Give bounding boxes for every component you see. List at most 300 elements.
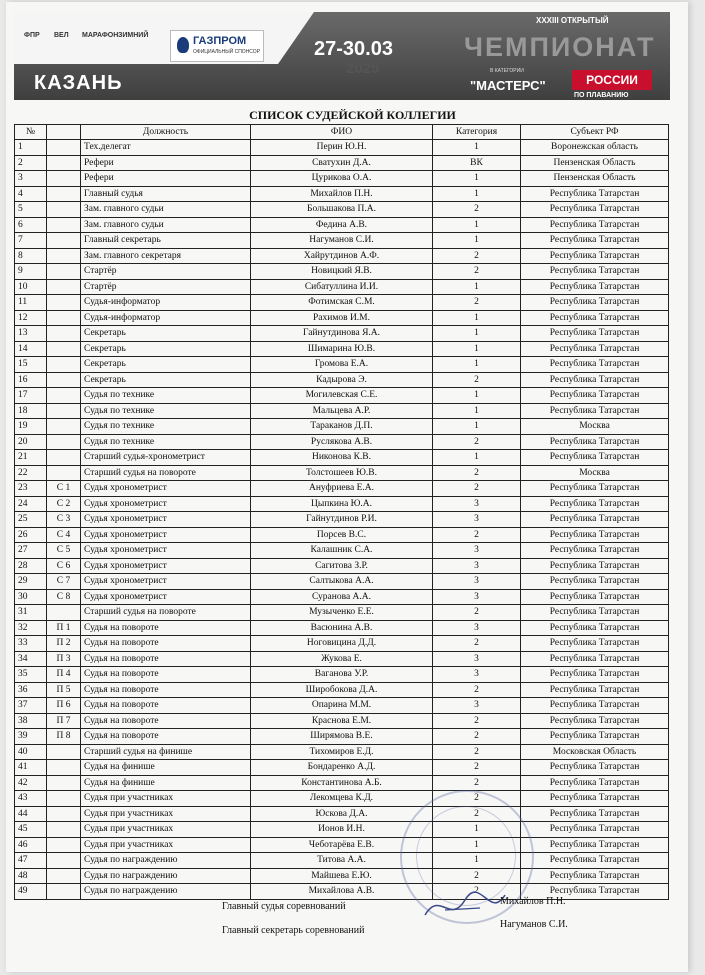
cell-category: 2 <box>433 806 521 822</box>
cell-position: Судья по технике <box>81 388 251 404</box>
cell-region: Республика Татарстан <box>521 729 669 745</box>
cell-name: Гайнутдинов Р.И. <box>251 512 433 528</box>
cell-num: 37 <box>15 698 47 714</box>
cell-position: Секретарь <box>81 357 251 373</box>
cell-name: Михайлов П.Н. <box>251 186 433 202</box>
table-row <box>15 248 669 264</box>
cell-lane: П 7 <box>47 713 81 729</box>
cell-lane <box>47 760 81 776</box>
cell-name: Ионов И.Н. <box>251 822 433 838</box>
cell-num: 33 <box>15 636 47 652</box>
header-position: Должность <box>81 125 251 140</box>
event-masters: "МАСТЕРС" <box>470 78 546 93</box>
cell-num: 32 <box>15 620 47 636</box>
cell-category: 2 <box>433 527 521 543</box>
cell-num: 34 <box>15 651 47 667</box>
cell-name: Музыченко Е.Е. <box>251 605 433 621</box>
table-row <box>15 403 669 419</box>
cell-position: Судья хронометрист <box>81 589 251 605</box>
cell-region: Республика Татарстан <box>521 822 669 838</box>
cell-lane <box>47 140 81 156</box>
cell-lane <box>47 310 81 326</box>
cell-category: 2 <box>433 791 521 807</box>
cell-name: Широбокова Д.А. <box>251 682 433 698</box>
cell-category: 2 <box>433 729 521 745</box>
cell-lane: П 8 <box>47 729 81 745</box>
cell-num: 5 <box>15 202 47 218</box>
cell-num: 30 <box>15 589 47 605</box>
cell-region: Республика Татарстан <box>521 884 669 900</box>
cell-position: Судья на повороте <box>81 667 251 683</box>
cell-num: 43 <box>15 791 47 807</box>
table-row <box>15 496 669 512</box>
cell-category: 3 <box>433 620 521 636</box>
table-row <box>15 310 669 326</box>
cell-category: 1 <box>433 279 521 295</box>
cell-category: 1 <box>433 419 521 435</box>
cell-num: 23 <box>15 481 47 497</box>
cell-name: Перин Ю.Н. <box>251 140 433 156</box>
cell-region: Республика Татарстан <box>521 636 669 652</box>
cell-name: Михайлова А.В. <box>251 884 433 900</box>
cell-region: Республика Татарстан <box>521 217 669 233</box>
cell-name: Салтыкова А.А. <box>251 574 433 590</box>
cell-lane: С 5 <box>47 543 81 559</box>
cell-region: Республика Татарстан <box>521 279 669 295</box>
cell-region: Республика Татарстан <box>521 450 669 466</box>
cell-lane <box>47 450 81 466</box>
table-row <box>15 605 669 621</box>
header-region: Субъект РФ <box>521 125 669 140</box>
cell-num: 25 <box>15 512 47 528</box>
table-row <box>15 186 669 202</box>
cell-num: 15 <box>15 357 47 373</box>
cell-lane: С 7 <box>47 574 81 590</box>
cell-category: 1 <box>433 403 521 419</box>
cell-category: 2 <box>433 868 521 884</box>
cell-lane <box>47 248 81 264</box>
chief-judge-label: Главный судья соревнований <box>222 901 346 912</box>
cell-num: 16 <box>15 372 47 388</box>
cell-position: Судья при участниках <box>81 791 251 807</box>
cell-lane: П 2 <box>47 636 81 652</box>
cell-name: Хайрутдинов А.Ф. <box>251 248 433 264</box>
sponsor-name: ГАЗПРОМ <box>193 35 247 47</box>
cell-lane <box>47 419 81 435</box>
cell-position: Главный судья <box>81 186 251 202</box>
table-row <box>15 202 669 218</box>
table-row <box>15 822 669 838</box>
cell-position: Судья-информатор <box>81 295 251 311</box>
cell-region: Республика Татарстан <box>521 806 669 822</box>
table-row <box>15 372 669 388</box>
cell-num: 42 <box>15 775 47 791</box>
table-row <box>15 760 669 776</box>
cell-num: 27 <box>15 543 47 559</box>
cell-lane: С 6 <box>47 558 81 574</box>
table-row <box>15 791 669 807</box>
cell-category: 1 <box>433 171 521 187</box>
table-row <box>15 744 669 760</box>
cell-category: 1 <box>433 388 521 404</box>
cell-lane <box>47 605 81 621</box>
cell-position: Рефери <box>81 155 251 171</box>
cell-region: Республика Татарстан <box>521 589 669 605</box>
cell-lane <box>47 837 81 853</box>
cell-position: Зам. главного секретаря <box>81 248 251 264</box>
cell-position: Судья при участниках <box>81 837 251 853</box>
cell-lane <box>47 434 81 450</box>
cell-lane <box>47 233 81 249</box>
cell-name: Титова А.А. <box>251 853 433 869</box>
event-year: 2025 <box>346 60 380 77</box>
sponsor-logo <box>170 30 264 62</box>
cell-num: 20 <box>15 434 47 450</box>
cell-lane <box>47 791 81 807</box>
cell-category: 2 <box>433 713 521 729</box>
table-row <box>15 434 669 450</box>
cell-name: Жукова Е. <box>251 651 433 667</box>
cell-region: Республика Татарстан <box>521 403 669 419</box>
cell-name: Фотимская С.М. <box>251 295 433 311</box>
document-title: СПИСОК СУДЕЙСКОЙ КОЛЛЕГИИ <box>249 108 456 122</box>
table-row <box>15 233 669 249</box>
cell-num: 18 <box>15 403 47 419</box>
cell-region: Республика Татарстан <box>521 558 669 574</box>
cell-name: Тихомиров Е.Д. <box>251 744 433 760</box>
cell-region: Республика Татарстан <box>521 574 669 590</box>
cell-region: Республика Татарстан <box>521 357 669 373</box>
cell-region: Республика Татарстан <box>521 233 669 249</box>
table-header-row <box>15 125 669 140</box>
cell-name: Могилевская С.Е. <box>251 388 433 404</box>
cell-category: 1 <box>433 357 521 373</box>
cell-lane: П 4 <box>47 667 81 683</box>
header-name: ФИО <box>251 125 433 140</box>
event-banner <box>14 12 670 100</box>
cell-num: 22 <box>15 465 47 481</box>
cell-lane <box>47 155 81 171</box>
cell-num: 19 <box>15 419 47 435</box>
cell-category: 2 <box>433 465 521 481</box>
cell-num: 47 <box>15 853 47 869</box>
partner-logo-2: ВЕЛ <box>54 32 69 39</box>
cell-category: 1 <box>433 310 521 326</box>
table-row <box>15 341 669 357</box>
cell-category: 2 <box>433 248 521 264</box>
table-row <box>15 698 669 714</box>
cell-region: Республика Татарстан <box>521 868 669 884</box>
table-row <box>15 527 669 543</box>
table-row <box>15 481 669 497</box>
cell-num: 13 <box>15 326 47 342</box>
cell-lane <box>47 217 81 233</box>
flame-icon <box>177 37 189 53</box>
cell-category: 1 <box>433 140 521 156</box>
table-row <box>15 512 669 528</box>
cell-region: Республика Татарстан <box>521 837 669 853</box>
cell-region: Республика Татарстан <box>521 682 669 698</box>
cell-num: 14 <box>15 341 47 357</box>
cell-num: 35 <box>15 667 47 683</box>
cell-region: Республика Татарстан <box>521 791 669 807</box>
cell-lane <box>47 744 81 760</box>
cell-num: 6 <box>15 217 47 233</box>
cell-name: Руслякова А.В. <box>251 434 433 450</box>
cell-name: Юскова Д.А. <box>251 806 433 822</box>
table-row <box>15 543 669 559</box>
cell-name: Цурикова О.А. <box>251 171 433 187</box>
cell-region: Республика Татарстан <box>521 202 669 218</box>
event-edition: XXXIII ОТКРЫТЫЙ <box>536 16 609 25</box>
cell-region: Пензенская Область <box>521 171 669 187</box>
cell-num: 41 <box>15 760 47 776</box>
cell-category: 3 <box>433 574 521 590</box>
table-row <box>15 465 669 481</box>
cell-name: Толстошеев Ю.В. <box>251 465 433 481</box>
cell-lane <box>47 853 81 869</box>
cell-num: 31 <box>15 605 47 621</box>
cell-num: 24 <box>15 496 47 512</box>
cell-category: 2 <box>433 682 521 698</box>
cell-region: Москва <box>521 465 669 481</box>
cell-num: 38 <box>15 713 47 729</box>
cell-lane <box>47 388 81 404</box>
cell-position: Судья по технике <box>81 403 251 419</box>
cell-name: Цыпкина Ю.А. <box>251 496 433 512</box>
cell-category: 2 <box>433 481 521 497</box>
table-row <box>15 326 669 342</box>
cell-position: Секретарь <box>81 326 251 342</box>
cell-category: 2 <box>433 760 521 776</box>
table-row <box>15 171 669 187</box>
cell-lane <box>47 868 81 884</box>
cell-num: 45 <box>15 822 47 838</box>
cell-name: Сватухин Д.А. <box>251 155 433 171</box>
cell-category: 1 <box>433 822 521 838</box>
cell-position: Зам. главного судьи <box>81 217 251 233</box>
sponsor-subtitle: ОФИЦИАЛЬНЫЙ СПОНСОР <box>193 49 261 55</box>
cell-name: Мальцева А.Р. <box>251 403 433 419</box>
cell-lane <box>47 171 81 187</box>
event-city: КАЗАНЬ <box>34 72 123 94</box>
cell-region: Пензенская Область <box>521 155 669 171</box>
cell-region: Республика Татарстан <box>521 760 669 776</box>
cell-name: Федина А.В. <box>251 217 433 233</box>
cell-num: 9 <box>15 264 47 280</box>
cell-name: Никонова К.В. <box>251 450 433 466</box>
cell-position: Судья по технике <box>81 419 251 435</box>
cell-category: 2 <box>433 744 521 760</box>
cell-name: Гайнутдинова Я.А. <box>251 326 433 342</box>
cell-position: Стартёр <box>81 279 251 295</box>
cell-category: 2 <box>433 605 521 621</box>
cell-lane: П 3 <box>47 651 81 667</box>
chief-judge-name: Михайлов П.Н. <box>500 896 566 907</box>
cell-region: Республика Татарстан <box>521 667 669 683</box>
table-row <box>15 713 669 729</box>
cell-name: Опарина М.М. <box>251 698 433 714</box>
cell-num: 28 <box>15 558 47 574</box>
cell-name: Чеботарёва Е.В. <box>251 837 433 853</box>
cell-region: Республика Татарстан <box>521 512 669 528</box>
cell-position: Судья при участниках <box>81 822 251 838</box>
cell-region: Республика Татарстан <box>521 186 669 202</box>
cell-region: Республика Татарстан <box>521 853 669 869</box>
cell-lane: С 4 <box>47 527 81 543</box>
cell-lane: С 2 <box>47 496 81 512</box>
cell-category: 3 <box>433 651 521 667</box>
cell-name: Ваганова У.Р. <box>251 667 433 683</box>
cell-num: 26 <box>15 527 47 543</box>
cell-category: 2 <box>433 636 521 652</box>
header-lane <box>47 125 81 140</box>
cell-category: 1 <box>433 186 521 202</box>
table-row <box>15 279 669 295</box>
cell-lane <box>47 822 81 838</box>
cell-num: 49 <box>15 884 47 900</box>
cell-region: Республика Татарстан <box>521 543 669 559</box>
cell-position: Судья хронометрист <box>81 496 251 512</box>
chief-secretary-label: Главный секретарь соревнований <box>222 925 365 936</box>
cell-position: Судья при участниках <box>81 806 251 822</box>
table-row <box>15 574 669 590</box>
cell-name: Большакова П.А. <box>251 202 433 218</box>
cell-num: 4 <box>15 186 47 202</box>
table-row <box>15 388 669 404</box>
cell-lane: П 1 <box>47 620 81 636</box>
cell-region: Республика Татарстан <box>521 388 669 404</box>
cell-region: Московская Область <box>521 744 669 760</box>
cell-name: Сагитова З.Р. <box>251 558 433 574</box>
cell-position: Судья на повороте <box>81 729 251 745</box>
table-row <box>15 419 669 435</box>
cell-region: Воронежская область <box>521 140 669 156</box>
cell-position: Секретарь <box>81 372 251 388</box>
table-row <box>15 651 669 667</box>
cell-name: Новицкий Я.В. <box>251 264 433 280</box>
cell-lane <box>47 357 81 373</box>
cell-name: Порсев В.С. <box>251 527 433 543</box>
cell-position: Зам. главного судьи <box>81 202 251 218</box>
cell-num: 46 <box>15 837 47 853</box>
cell-name: Константинова А.Б. <box>251 775 433 791</box>
cell-lane <box>47 264 81 280</box>
cell-position: Главный секретарь <box>81 233 251 249</box>
cell-num: 3 <box>15 171 47 187</box>
partner-logo-4: ЗИМНИЙ <box>118 32 149 39</box>
table-row <box>15 155 669 171</box>
cell-name: Сибатуллина И.И. <box>251 279 433 295</box>
table-row <box>15 357 669 373</box>
cell-num: 11 <box>15 295 47 311</box>
cell-name: Шимарина Ю.В. <box>251 341 433 357</box>
cell-lane <box>47 295 81 311</box>
cell-position: Судья на повороте <box>81 682 251 698</box>
judges-table <box>14 124 669 900</box>
cell-lane: П 6 <box>47 698 81 714</box>
cell-position: Рефери <box>81 171 251 187</box>
table-row <box>15 884 669 900</box>
cell-region: Республика Татарстан <box>521 341 669 357</box>
cell-position: Судья хронометрист <box>81 481 251 497</box>
cell-region: Республика Татарстан <box>521 651 669 667</box>
cell-category: 3 <box>433 698 521 714</box>
cell-category: 1 <box>433 341 521 357</box>
cell-region: Республика Татарстан <box>521 248 669 264</box>
cell-num: 29 <box>15 574 47 590</box>
cell-name: Кадырова Э. <box>251 372 433 388</box>
cell-region: Республика Татарстан <box>521 775 669 791</box>
cell-category: 2 <box>433 884 521 900</box>
cell-category: 1 <box>433 837 521 853</box>
cell-name: Тараканов Д.П. <box>251 419 433 435</box>
table-row <box>15 636 669 652</box>
table-row <box>15 868 669 884</box>
table-row <box>15 295 669 311</box>
cell-name: Васюнина А.В. <box>251 620 433 636</box>
table-row <box>15 775 669 791</box>
cell-region: Республика Татарстан <box>521 496 669 512</box>
cell-lane <box>47 202 81 218</box>
cell-position: Судья на повороте <box>81 636 251 652</box>
cell-region: Республика Татарстан <box>521 434 669 450</box>
cell-position: Судья хронометрист <box>81 512 251 528</box>
table-row <box>15 140 669 156</box>
cell-category: 3 <box>433 512 521 528</box>
cell-region: Республика Татарстан <box>521 481 669 497</box>
cell-category: 3 <box>433 667 521 683</box>
cell-position: Судья хронометрист <box>81 543 251 559</box>
cell-name: Калашник С.А. <box>251 543 433 559</box>
cell-position: Судья на повороте <box>81 713 251 729</box>
cell-num: 48 <box>15 868 47 884</box>
cell-category: 1 <box>433 217 521 233</box>
cell-category: 3 <box>433 558 521 574</box>
cell-position: Судья на повороте <box>81 620 251 636</box>
table-body <box>15 140 669 900</box>
cell-position: Старший судья на повороте <box>81 605 251 621</box>
cell-category: 1 <box>433 450 521 466</box>
table-row <box>15 558 669 574</box>
cell-num: 21 <box>15 450 47 466</box>
cell-region: Республика Татарстан <box>521 713 669 729</box>
cell-num: 44 <box>15 806 47 822</box>
cell-position: Старший судья-хронометрист <box>81 450 251 466</box>
cell-lane <box>47 775 81 791</box>
partner-logo-1: ФПР <box>24 32 40 39</box>
table-row <box>15 450 669 466</box>
table-row <box>15 853 669 869</box>
cell-name: Ноговицина Д.Д. <box>251 636 433 652</box>
cell-position: Судья-информатор <box>81 310 251 326</box>
cell-position: Судья хронометрист <box>81 527 251 543</box>
cell-lane <box>47 806 81 822</box>
table-row <box>15 217 669 233</box>
cell-region: Республика Татарстан <box>521 372 669 388</box>
cell-lane <box>47 465 81 481</box>
cell-category: ВК <box>433 155 521 171</box>
header-num: № <box>15 125 47 140</box>
cell-position: Судья хронометрист <box>81 558 251 574</box>
table-row <box>15 729 669 745</box>
cell-region: Республика Татарстан <box>521 620 669 636</box>
cell-category: 3 <box>433 496 521 512</box>
cell-name: Майшева Е.Ю. <box>251 868 433 884</box>
cell-category: 1 <box>433 233 521 249</box>
cell-num: 12 <box>15 310 47 326</box>
cell-name: Громова Е.А. <box>251 357 433 373</box>
